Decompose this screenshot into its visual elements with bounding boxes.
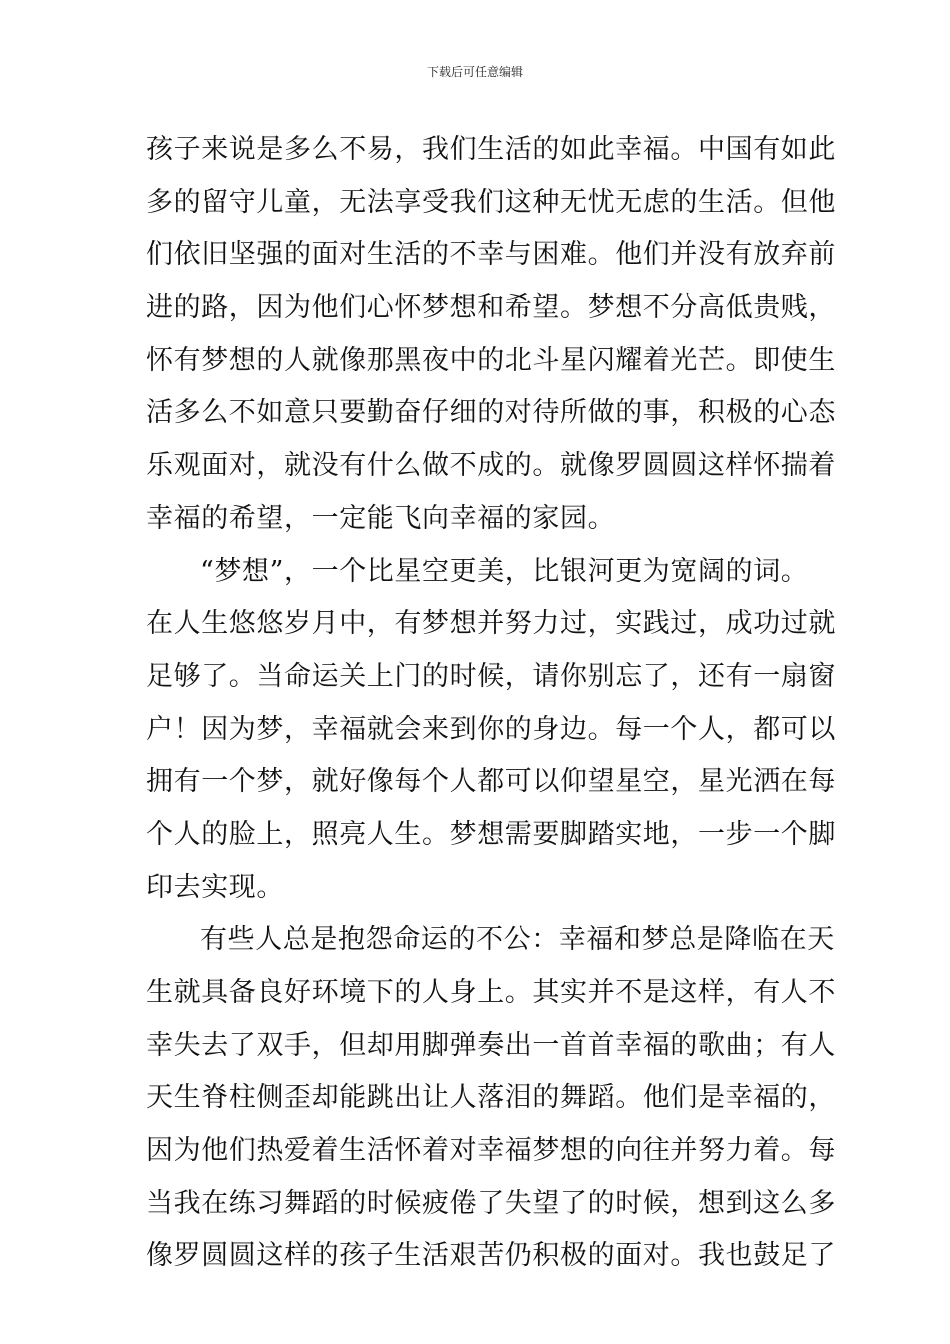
text-line: 孩子来说是多么不易，我们生活的如此幸福。中国有如此 [146,134,836,165]
text-line: 怀有梦想的人就像那黑夜中的北斗星闪耀着光芒。即使生 [146,344,836,376]
text-line: 印去实现。 [146,871,284,903]
text-line: 户！因为梦，幸福就会来到你的身边。每一个人，都可以 [146,713,836,745]
text-line: 天生脊柱侧歪却能跳出让人落泪的舞蹈。他们是幸福的， [146,1082,836,1114]
page-header: 下载后可任意编辑 [426,65,523,79]
text-line: 足够了。当命运关上门的时候，请你别忘了，还有一扇窗 [146,660,836,692]
text-line: 幸福的希望，一定能飞向幸福的家园。 [146,502,616,534]
text-line: 们依旧坚强的面对生活的不幸与困难。他们并没有放弃前 [146,239,836,271]
text-line: 进的路，因为他们心怀梦想和希望。梦想不分高低贵贱， [146,292,836,324]
paragraph-first-line: “梦想”，一个比星空更美，比银河更为宽阔的词。 [200,555,809,587]
text-line: 多的留守儿童，无法享受我们这种无忧无虑的生活。但他 [146,186,836,218]
text-line: 当我在练习舞蹈的时候疲倦了失望了的时候，想到这么多 [146,1187,836,1219]
text-line: 生就具备良好环境下的人身上。其实并不是这样，有人不 [146,977,836,1008]
text-line: 拥有一个梦，就好像每个人都可以仰望星空，星光洒在每 [146,766,836,798]
text-line: 乐观面对，就没有什么做不成的。就像罗圆圆这样怀揣着 [146,450,836,482]
text-line: 幸失去了双手，但却用脚弹奏出一首首幸福的歌曲；有人 [146,1029,836,1061]
paragraph-first-line: 有些人总是抱怨命运的不公：幸福和梦总是降临在天 [200,924,835,956]
text-line: 在人生悠悠岁月中，有梦想并努力过，实践过，成功过就 [146,608,836,640]
text-line: 个人的脸上，照亮人生。梦想需要脚踏实地，一步一个脚 [146,818,836,850]
text-line: 因为他们热爱着生活怀着对幸福梦想的向往并努力着。每 [146,1135,836,1167]
document-body [146,124,836,1283]
text-line: 活多么不如意只要勤奋仔细的对待所做的事，积极的心态 [146,397,836,429]
text-line: 像罗圆圆这样的孩子生活艰苦仍积极的面对。我也鼓足了 [146,1240,836,1272]
